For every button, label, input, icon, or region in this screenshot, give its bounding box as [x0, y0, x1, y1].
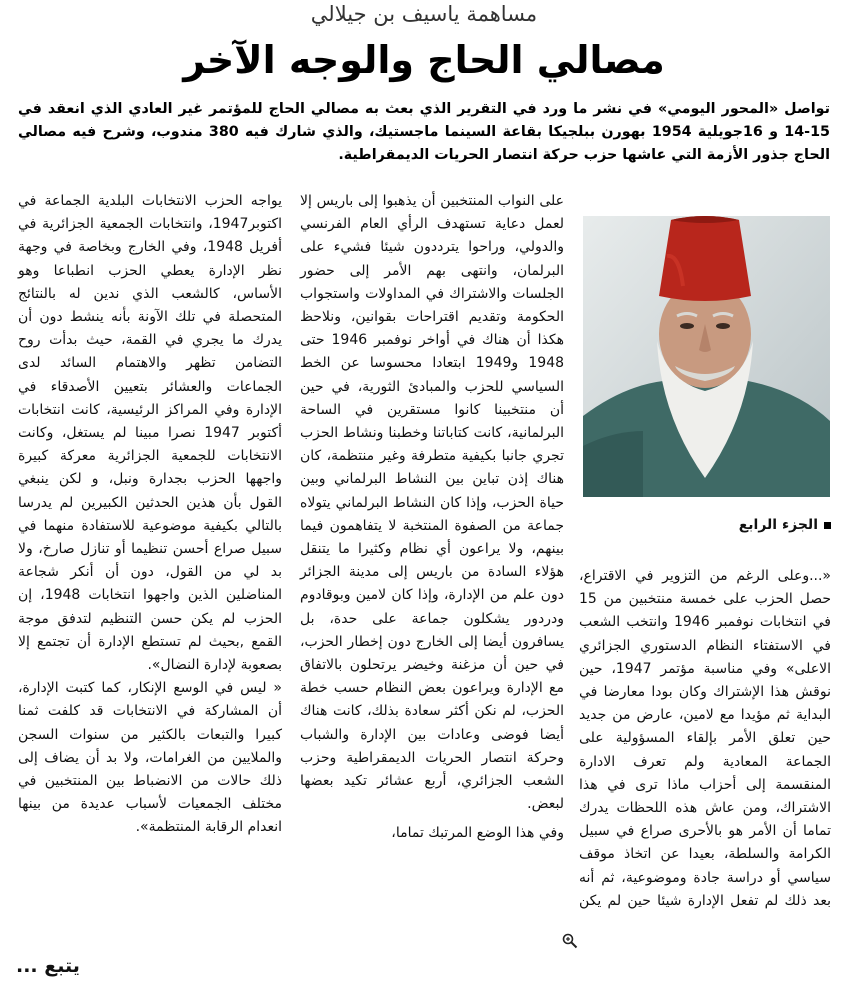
to-be-continued: يتبع ...: [16, 955, 80, 977]
magnifier-icon[interactable]: [562, 933, 578, 949]
square-bullet-icon: [824, 522, 831, 529]
paragraph: وفي هذا الوضع المرتبك تماما،: [391, 825, 564, 842]
byline: مساهمة ياسيف بن جيلالي: [310, 2, 538, 26]
paragraph: يواجه الحزب الانتخابات البلدية الجماعة في اكتوبر1947، وانتخابات الجمعية الجزائرية في أفريل 1948، وفي الخارج وبخاصة في وجهة نظر الإدارة يعطي الحزب انطباعا وهو الأساس، كالشعب الذي ندين له بالنتائج المتحصلة في تلك الآونة بأنه ينشط دون أن يدرك ما يجري في القمة، حيث بدأت روح التضامن تظهر والاهتمام السائد لدى الجماعات والعشائر بتعيين الأصدقاء في الإدارة وفي المراكز الرئيسية، كانت انتخابات أكتوبر 1947 نصرا مبينا لم يستغل، وكانت الانتخابات للجمعية الجزائرية معركة كبيرة واجهها الحزب بجدارة ونبل، و لكن ينبغي القول بأن هذين الحدثين الكبيرين لم يدرسا بالتالي بكيفية موضوعية للاستفادة منهما في سبيل صراع أحسن تنظيما أو تنازل صارخ، ولا بد لي من القول، دون أن أنكر شجاعة المناضلين الذين واجهوا انتخابات 1948، إن الحزب لم يكن حسن التنظيم لتدفق موجة القمع ,بحيث لم تستطع الإدارة أن تجتمع إلا بصعوبة لإدارة النضال».: [18, 193, 283, 674]
column-right: [579, 565, 831, 913]
paragraph: « ليس في الوسع الإنكار، كما كتبت الإدارة، أن المشاركة في الانتخابات قد كلفت ثمنا كبيرا والتبعات بالكثير من سنوات السجن والملايين من الغرامات، ولا بد أن يضاف إلى ذلك حالات من الانضباط بين المنتخبين في مختلف الجمعيات لأسباب عديدة من بينها انعدام الرقابة المنتظمة».: [18, 680, 282, 836]
headline: مصالي الحاج والوجه الآخر: [183, 38, 665, 82]
lead-paragraph: تواصل «المحور اليومي» في نشر ما ورد في التقرير الذي بعث به مصالي الحاج للمؤتمر غير العادي الذي انعقد في 15-14 و 16جويلية 1954 بهورن ببلجيكا بقاعة السينما ماجستيك، والذي شارك فيه 380 مندوب، وشرح فيه مصالي الحاج جذور الأزمة التي عاشها حزب حركة انتصار الحريات الديمقراطية.: [18, 101, 830, 163]
portrait-illustration: [583, 216, 830, 497]
paragraph: «...وعلى الرغم من التزوير في الاقتراع، حصل الحزب على خمسة منتخبين من 15 في انتخابات نوفمبر 1946 وانتخب الشعب في الاستفتاء النظام الدستوري الجزائري الاعلى» وفي مناسبة مؤتمر 1947، حين نوقش هذا الإشتراك وكان بودا معارضا في البداية ثم مؤيدا مع لامين، عارض من جديد حين تعلق الأمر بإلقاء المسؤولية على الجماعة المعادية ولم تعرف الادارة المنقسمة إلى أحزاب ماذا ترى في هذا الاشتراك، ومن عاش هذه اللحظات يدرك تماما أن الأمر هو بالأحرى صراع في سبيل الكرامة والسلطة، بعيدا عن اتخاذ موقف سياسي أو دراسة جادة وموضوعية، ثم أنه بعد ذلك لم تفعل الإدارة شيئا حين لم يكن: [579, 568, 831, 909]
column-left: [18, 190, 282, 840]
paragraph: على النواب المنتخبين أن يذهبوا إلى باريس إلا لعمل دعاية تستهدف الرأي العام الفرنسي والدولي، وراحوا يترددون شيئا فشيء على البرلمان، وانتهى بهم الأمر إلى حضور الجلسات والاشتراك في المداولات واستجواب الحكومة وتقديم اقتراحات بقوانين، ونلاحظ هكذا أن هناك في أواخر نوفمبر 1946 حتى 1948 و1949 ابتعادا محسوسا عن الخط السياسي للحزب والمبادئ الثورية، في حين أن منتخبينا كانوا مستقرين في الساحة البرلمانية، كانت كتاباتنا وخطبنا ونشاط الحزب تجري جانبا بكيفية متطرفة وغير منتظمة، كان هناك إذن تباين بين النشاط البرلماني وبين حياة الحزب، وإذا كان النشاط البرلماني يتولاه جماعة من الصفوة المنتخبة لا يتفاهمون فيما بينهم، ولا يراعون أي نظام وكثيرا ما يتنقل هؤلاء السادة من باريس إلى مدينة الجزائر دون علم من الإدارة، وإذا كان لامين وبوقادوم ودردور يشكلون جماعة على حدة، بل يسافرون أيضا إلى الخارج دون إخطار الحزب، في حين أن مزغنة وخيضر يرتحلون بالاتفاق مع الإدارة ويراعون بعض النظام حسب خطة الحزب، لم نكن أكثر سعادة بذلك، كانت هناك أيضا فوضى وعادات بين الإدارة والشباب وحركة انتصار الحريات الديمقراطية وحزب الشعب الجزائري، أربع عشائر تكيد بعضها لبعض.: [300, 193, 565, 813]
section-label: الجزء الرابع: [579, 517, 831, 533]
column-middle: [300, 190, 564, 846]
portrait-photo: [583, 216, 830, 497]
